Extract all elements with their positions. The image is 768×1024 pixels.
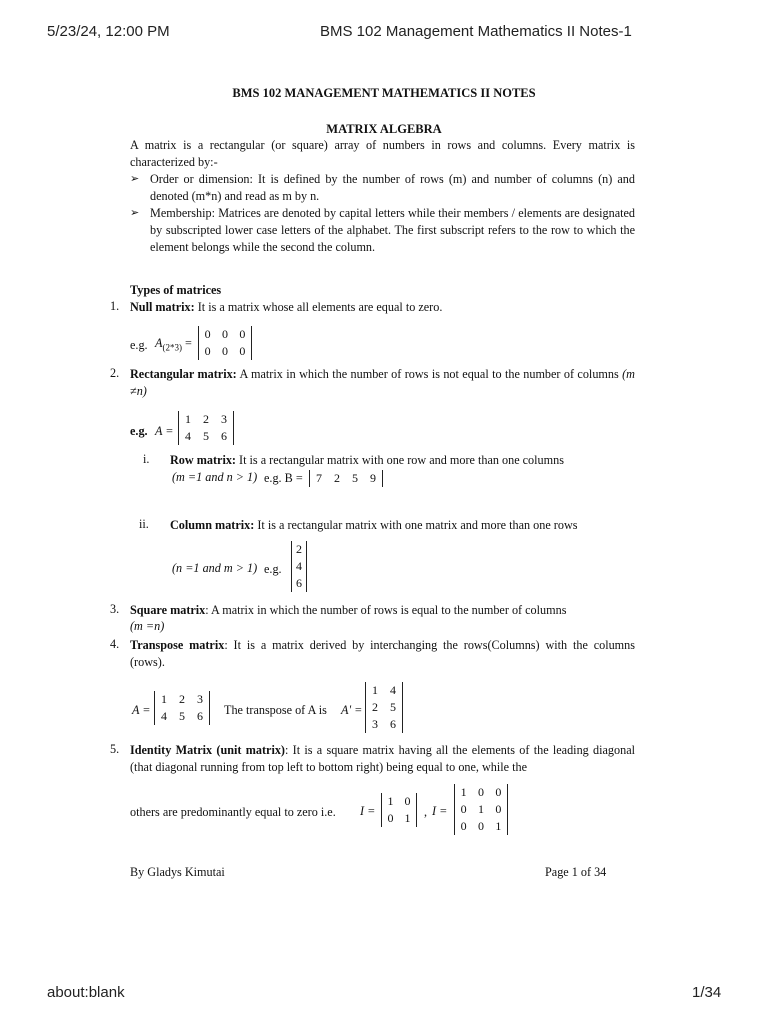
print-title: BMS 102 Management Mathematics II Notes-1 <box>320 23 632 40</box>
item-text: : A matrix in which the number of rows is equal to the number of columns <box>205 603 567 617</box>
sub-item-number: i. <box>143 452 150 466</box>
print-datetime: 5/23/24, 12:00 PM <box>47 23 170 40</box>
matrix-element: 0 <box>239 327 246 341</box>
types-heading: Types of matrices <box>130 283 222 297</box>
item-identity-matrix <box>130 742 635 776</box>
matrix-a <box>154 691 210 725</box>
rectangular-matrix <box>178 411 234 445</box>
item-name: Row matrix: <box>170 453 236 467</box>
eg-label: e.g. <box>264 562 282 576</box>
matrix-row <box>455 818 507 835</box>
column-matrix <box>291 541 307 592</box>
matrix-element: 2 <box>334 471 340 485</box>
rect-condition: (m ≠n) <box>130 367 635 398</box>
matrix-element: 0 <box>387 811 394 825</box>
matrix-element: 0 <box>495 785 502 799</box>
matrix-row <box>382 810 416 827</box>
matrix-element: 6 <box>197 709 203 723</box>
identity-matrix-3x3 <box>454 784 508 835</box>
column-condition: (n =1 and m > 1) <box>172 561 258 575</box>
sub-item-number: ii. <box>139 517 149 531</box>
matrix-row <box>179 411 233 428</box>
matrix-element: 5 <box>390 700 396 714</box>
matrix-element: 2 <box>203 412 209 426</box>
matrix-element: 4 <box>296 559 302 573</box>
matrix-a-transpose <box>365 682 403 733</box>
rect-matrix-label: A = <box>155 424 174 438</box>
matrix-element: 5 <box>352 471 358 485</box>
matrix-element: 6 <box>296 576 302 590</box>
matrix-element: 0 <box>404 794 411 808</box>
row-condition: (m =1 and n > 1) <box>172 470 258 484</box>
matrix-row <box>179 428 233 445</box>
matrix-element: 2 <box>179 692 185 706</box>
item-text: : It is a matrix derived by interchanging the rows(Columns) with the columns (rows). <box>130 638 635 669</box>
matrix-element: 1 <box>161 692 167 706</box>
matrix-element: 3 <box>221 412 227 426</box>
identity-text: others are predominantly equal to zero i.e. <box>130 805 336 819</box>
transpose-result-label: A' = <box>341 703 363 717</box>
matrix-element: 0 <box>477 819 484 833</box>
matrix-element: 9 <box>370 471 376 485</box>
item-number: 5. <box>110 742 120 756</box>
item-number: 1. <box>110 299 120 313</box>
item-text: It is a rectangular matrix with one matrix and more than one rows <box>254 518 578 532</box>
matrix-element: 0 <box>204 344 211 358</box>
item-name: Column matrix: <box>170 518 255 532</box>
bullet-order: Order or dimension: It is defined by the number of rows (m) and number of columns (n) and denoted (m*n) and read as m by n. <box>150 172 635 203</box>
matrix-element: 4 <box>185 429 191 443</box>
print-url: about:blank <box>47 984 125 1001</box>
identity-3-label: I = <box>432 804 448 818</box>
item-text: It is a rectangular matrix with one row and more than one columns <box>236 453 564 467</box>
item-text: A matrix in which the number of rows is not equal to the number of columns <box>236 367 623 381</box>
matrix-row <box>292 558 306 575</box>
matrix-element: 7 <box>316 471 322 485</box>
matrix-element: 1 <box>404 811 411 825</box>
item-name: Identity Matrix (unit matrix) <box>130 743 285 757</box>
matrix-row <box>199 343 251 360</box>
matrix-row <box>199 326 251 343</box>
item-name: Square matrix <box>130 603 206 617</box>
section-title: MATRIX ALGEBRA <box>326 122 442 136</box>
matrix-row <box>292 575 306 592</box>
eg-label: e.g. <box>130 338 148 352</box>
item-text: It is a matrix whose all elements are equal to zero. <box>194 300 443 314</box>
matrix-element: 0 <box>495 802 502 816</box>
matrix-row <box>366 682 402 699</box>
item-column-matrix <box>170 517 635 534</box>
item-rectangular-matrix <box>130 366 635 400</box>
matrix-row <box>310 470 382 487</box>
footer-author: By Gladys Kimutai <box>130 865 225 879</box>
matrix-element: 1 <box>185 412 191 426</box>
matrix-element: 0 <box>460 819 467 833</box>
matrix-element: 4 <box>390 683 396 697</box>
matrix-element: 0 <box>221 327 228 341</box>
row-matrix <box>309 470 383 487</box>
matrix-element: 0 <box>460 802 467 816</box>
matrix-element: 1 <box>460 785 467 799</box>
equals-sign: = <box>185 336 192 350</box>
eg-label: e.g. <box>130 424 148 438</box>
null-matrix-label <box>155 336 192 352</box>
matrix-element: 3 <box>372 717 378 731</box>
item-square-matrix <box>130 602 635 619</box>
row-matrix-label: e.g. B = <box>264 471 303 485</box>
matrix-row <box>455 801 507 818</box>
square-condition: (m =n) <box>130 619 165 633</box>
main-title: BMS 102 MANAGEMENT MATHEMATICS II NOTES <box>232 86 536 100</box>
matrix-element: 3 <box>197 692 203 706</box>
matrix-element: 0 <box>204 327 211 341</box>
item-null-matrix <box>130 299 635 316</box>
matrix-row <box>155 708 209 725</box>
matrix-element: 1 <box>477 802 484 816</box>
matrix-element: 2 <box>296 542 302 556</box>
null-matrix-symbol: A <box>155 336 163 350</box>
item-name: Null matrix: <box>130 300 195 314</box>
identity-2-label: I = <box>360 804 376 818</box>
matrix-element: 0 <box>477 785 484 799</box>
matrix-row <box>366 716 402 733</box>
item-name: Rectangular matrix: <box>130 367 237 381</box>
bullet-arrow-icon: ➢ <box>130 173 140 185</box>
bullet-membership: Membership: Matrices are denoted by capital letters while their members / elements are designated by subscripted lower case letters of the alphabet. The first subscript refers to the row to which the element belongs while the second the column. <box>150 206 635 254</box>
identity-matrix-2x2 <box>381 793 417 827</box>
matrix-element: 6 <box>390 717 396 731</box>
matrix-element: 2 <box>372 700 378 714</box>
matrix-element: 4 <box>161 709 167 723</box>
item-number: 3. <box>110 602 120 616</box>
transpose-text: The transpose of A is <box>224 703 327 717</box>
matrix-row <box>455 784 507 801</box>
transpose-a-label: A = <box>132 703 151 717</box>
matrix-element: 1 <box>372 683 378 697</box>
matrix-row <box>382 793 416 810</box>
matrix-element: 0 <box>239 344 246 358</box>
matrix-row <box>366 699 402 716</box>
matrix-element: 5 <box>203 429 209 443</box>
intro-paragraph: A matrix is a rectangular (or square) array of numbers in rows and columns. Every matrix is characterized by:- <box>130 138 635 169</box>
bullet-arrow-icon: ➢ <box>130 207 140 219</box>
null-matrix <box>198 326 252 360</box>
item-transpose-matrix <box>130 637 635 671</box>
matrix-element: 6 <box>221 429 227 443</box>
matrix-row <box>155 691 209 708</box>
item-text: : It is a square matrix having all the elements of the leading diagonal (that diagonal running from top left to bottom right) being equal to one, while the <box>130 743 635 774</box>
null-matrix-order: (2*3) <box>162 342 182 353</box>
matrix-element: 0 <box>221 344 228 358</box>
item-name: Transpose matrix <box>130 638 225 652</box>
matrix-row <box>292 541 306 558</box>
item-row-matrix <box>170 452 635 469</box>
matrix-element: 1 <box>387 794 394 808</box>
identity-separator: , <box>424 805 428 819</box>
item-number: 2. <box>110 366 120 380</box>
print-page-count: 1/34 <box>692 984 722 1001</box>
footer-page: Page 1 of 34 <box>545 865 607 879</box>
matrix-element: 1 <box>495 819 502 833</box>
matrix-element: 5 <box>179 709 185 723</box>
item-number: 4. <box>110 637 120 651</box>
